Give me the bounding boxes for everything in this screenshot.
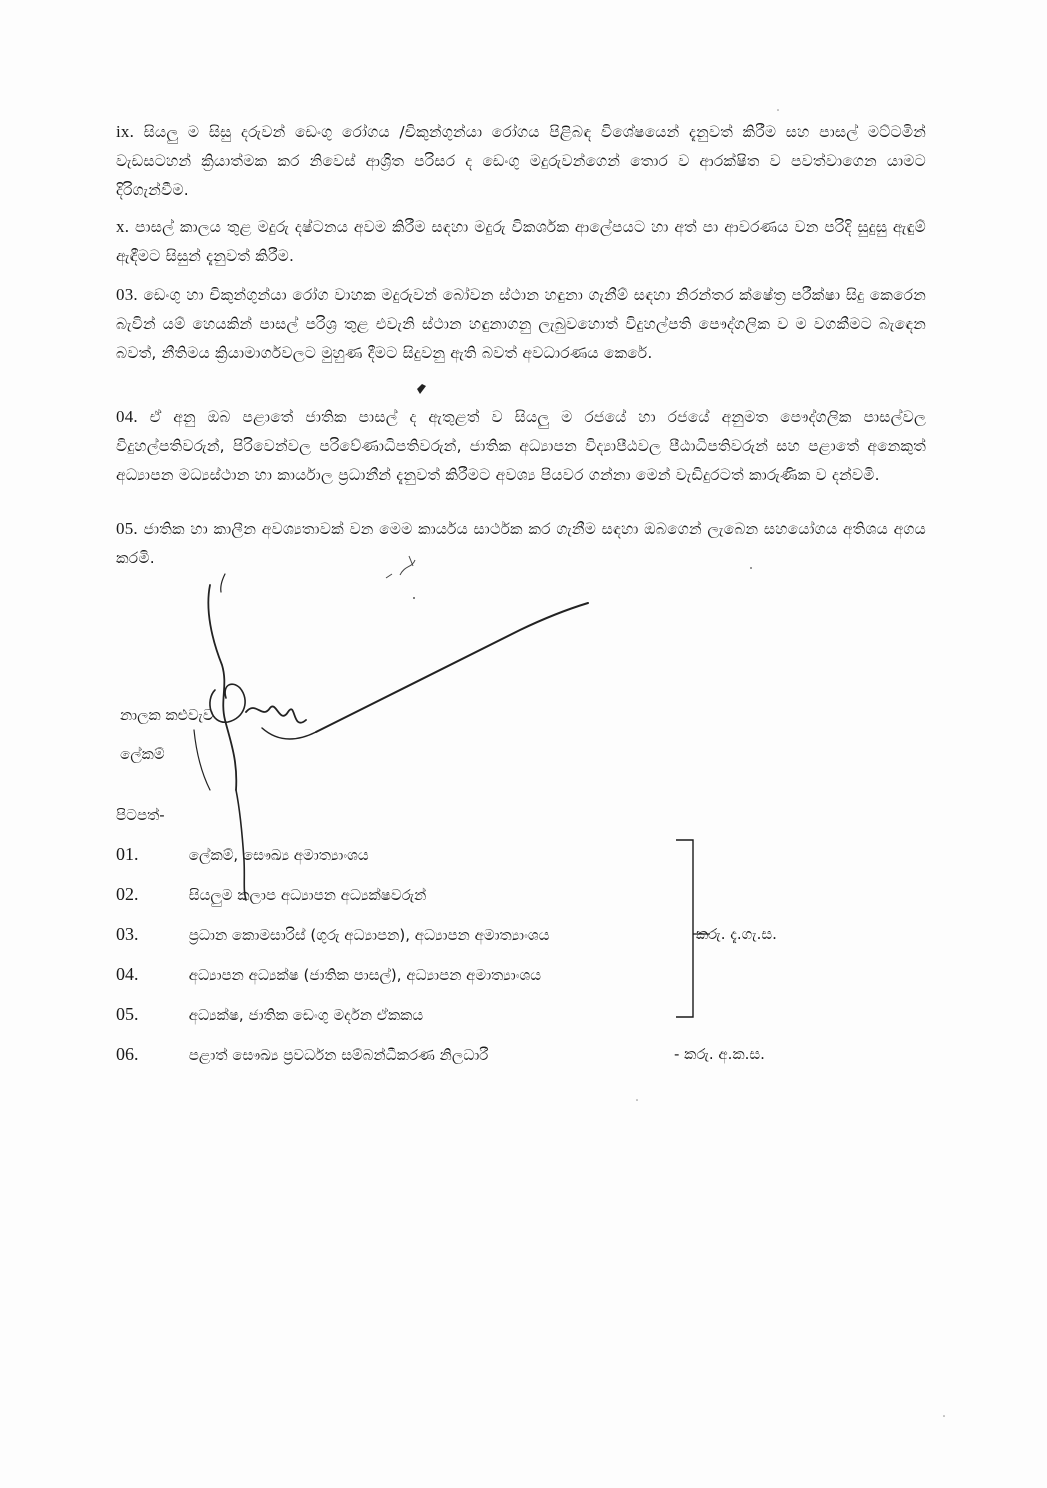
paragraph-number: 04. <box>116 407 138 426</box>
copy-number: 06. <box>116 1044 139 1064</box>
paragraph-04 <box>116 402 926 490</box>
paragraph-03 <box>116 280 926 368</box>
signatory-name: නාලක කළුවැව <box>120 706 214 724</box>
copy-text: ප්‍රධාන කොමසාරිස් (ගුරු අධ්‍යාපන), අධ්‍යාපන අමාත්‍යාංශය <box>188 926 550 944</box>
row6-note: - කරු. අ.ක.ස. <box>674 1045 765 1063</box>
copy-number: 03. <box>116 924 139 944</box>
paragraph-text: පාසල් කාලය තුළ මදුරු දෂ්ටනය අවම කිරීම සඳහා මදුරු විකර්ශක ආලේපයට හා අත් පා ආවරණය වන පරිදි සුදුසු ඇඳුම් ඇඳීමට සිසුන් දැනුවත් කිරීම. <box>116 218 926 265</box>
speck-mark <box>413 597 415 599</box>
copy-recipient <box>116 960 541 988</box>
copy-recipient <box>116 1040 488 1068</box>
copy-number: 01. <box>116 844 139 864</box>
copy-recipient <box>116 880 426 908</box>
paragraph-ix <box>116 117 926 205</box>
paragraph-text: ඒ අනු ඔබ පළාතේ ජාතික පාසල් ද ඇතුළත් ව සියලු ම රජයේ හා රජයේ අනුමත පෞද්ගලික පාසල්වල විදුහල්පතිවරුන්, පිරිවෙන්වල පරිවේණාධිපතිවරුන්, ජාතික අධ්‍යාපන විද්‍යාපීඨවල පීඨාධිපතිවරුන් සහ පළාතේ අනෙකුත් අධ්‍යාපන මධ්‍යස්ථාන හා කාර්යාල ප්‍රධානීන් දැනුවත් කිරීමට අවශ්‍ය පියවර ගන්නා මෙන් වැඩිදුරටත් කාරුණික ව දන්වමි. <box>116 408 926 484</box>
paragraph-number: x. <box>116 217 130 236</box>
tick-mark-icon <box>417 384 426 394</box>
bracket-icon <box>676 840 693 1017</box>
paragraph-number: 05. <box>116 519 138 538</box>
paragraph-text: සියලු ම සිසු දරුවන් ඩෙංගු රෝගය /චිකුන්ගුන්යා රෝගය පිළිබඳ විශේෂයෙන් දැනුවත් කිරීම සහ පාසල් මට්ටමින් වැඩසටහන් ක්‍රියාත්මක කර නිවෙස් ආශ්‍රිත පරිසර ද ඩෙංගු මදුරුවන්ගෙන් තොර ව ආරක්ෂිත ව පවත්වාගෙන යාමට දිරිගැන්වීම. <box>116 123 926 199</box>
copy-text: ලේකම්, සෞඛ්‍ය අමාත්‍යාංශය <box>188 846 369 864</box>
copy-number: 05. <box>116 1004 139 1024</box>
copy-recipient <box>116 920 549 948</box>
copy-number: 04. <box>116 964 139 984</box>
copy-text: සියලුම කලාප අධ්‍යාපන අධ්‍යක්ෂවරුන් <box>188 886 427 904</box>
speck-mark <box>777 109 779 111</box>
signatory-title: ලේකම් <box>120 745 165 763</box>
paragraph-number: ix. <box>116 122 135 141</box>
copies-heading: පිටපත්- <box>116 806 165 824</box>
speck-mark <box>636 1099 638 1101</box>
copy-text: පළාත් සෞඛ්‍ය ප්‍රවර්ධන සම්බන්ධීකරණ නිලධාරී <box>188 1046 489 1064</box>
copy-text: අධ්‍යාපන අධ්‍යක්ෂ (ජාතික පාසල්), අධ්‍යාපන අමාත්‍යාංශය <box>188 966 542 984</box>
paragraph-x <box>116 212 926 271</box>
speck-mark <box>943 1415 945 1417</box>
paragraph-text: ඩෙංගු හා චිකුන්ගුන්යා රෝග වාහක මදුරුවන් බෝවන ස්ථාන හඳුනා ගැනීම් සඳහා නිරන්තර ක්ෂේත්‍ර පරීක්ෂා සිදු කෙරෙන බැවින් යම් හෙයකින් පාසල් පරිශ්‍ර තුළ එවැනි ස්ථාන හඳුනාගනු ලැබුවහොත් විදුහල්පති පෞද්ගලික ව ම වගකීමට බැඳෙන බවත්, නීතිමය ක්‍රියාමාර්ගවලට මුහුණ දීමට සිදුවනු ඇති බවත් අවධාරණය කෙරේ. <box>116 286 926 362</box>
copy-recipient <box>116 840 369 868</box>
paragraph-05 <box>116 514 926 573</box>
copy-text: අධ්‍යක්ෂ, ජාතික ඩෙංගු මර්දන ඒකකය <box>188 1006 424 1024</box>
paragraph-number: 03. <box>116 285 138 304</box>
copy-recipient <box>116 1000 423 1028</box>
paragraph-text: ජාතික හා කාලීන අවශ්‍යතාවක් වන මෙම කාර්යය සාර්ථක කර ගැනීම සඳහා ඔබගෙන් ලැබෙන සහයෝගය අතිශය අගය කරමි. <box>116 520 926 567</box>
copy-number: 02. <box>116 884 139 904</box>
group-note: කරු. දැ.ගැ.ස. <box>696 925 777 943</box>
